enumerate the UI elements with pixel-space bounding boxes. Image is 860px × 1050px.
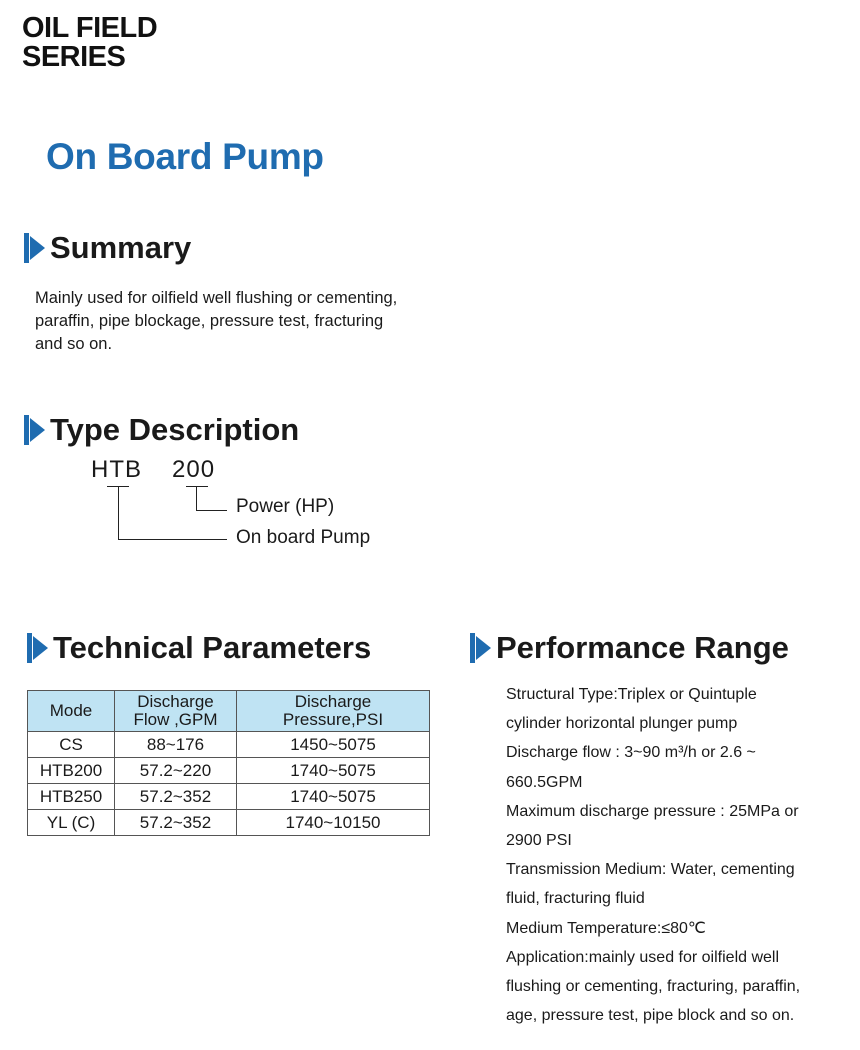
blue-triangle-arrow-icon	[24, 413, 46, 447]
blue-triangle-arrow-icon	[24, 231, 46, 265]
series-line-2: SERIES	[22, 41, 126, 73]
page-title: On Board Pump	[46, 136, 324, 177]
model-code-number: 200	[172, 456, 216, 483]
blue-triangle-arrow-icon	[27, 631, 49, 665]
technical-parameters-heading	[27, 630, 371, 666]
performance-line: fluid, fracturing fluid	[506, 890, 645, 908]
summary-line: and so on.	[35, 335, 113, 353]
type-description-heading	[24, 412, 299, 448]
summary-line: Mainly used for oilfield well flushing or cementing,	[35, 289, 398, 307]
performance-range-heading-text: Performance Range	[496, 630, 789, 665]
performance-line: 660.5GPM	[506, 773, 583, 791]
performance-line: Discharge flow : 3~90 m³/h or 2.6 ~	[506, 744, 756, 762]
table-cell-pressure: 1740~5075	[237, 784, 430, 810]
performance-line: Medium Temperature:≤80℃	[506, 919, 706, 937]
technical-parameters-heading-text: Technical Parameters	[53, 630, 372, 665]
parameters-table	[27, 690, 430, 836]
summary-line: paraffin, pipe blockage, pressure test, fracturing	[35, 312, 384, 330]
blue-triangle-arrow-icon	[470, 631, 492, 665]
table-row	[28, 758, 430, 784]
series-line-1: OIL FIELD	[22, 12, 158, 44]
series-label	[22, 14, 157, 72]
table-row	[28, 732, 430, 758]
performance-line: flushing or cementing, fracturing, paraffin,	[506, 978, 801, 996]
table-cell-pressure: 1450~5075	[237, 732, 430, 758]
column-header-flow: Discharge Flow ,GPM	[115, 691, 237, 732]
table-cell-mode: HTB250	[28, 784, 115, 810]
table-header-row	[28, 691, 430, 732]
table-row	[28, 784, 430, 810]
summary-text	[35, 287, 435, 356]
table-cell-pressure: 1740~5075	[237, 758, 430, 784]
performance-line: age, pressure test, pipe block and so on.	[506, 1007, 795, 1025]
table-cell-pressure: 1740~10150	[237, 810, 430, 836]
summary-heading	[24, 230, 191, 266]
performance-line: Application:mainly used for oilfield well	[506, 948, 780, 966]
table-cell-mode: CS	[28, 732, 115, 758]
table-cell-flow: 57.2~352	[115, 784, 237, 810]
table-row	[28, 810, 430, 836]
table-cell-flow: 88~176	[115, 732, 237, 758]
performance-range-heading	[470, 630, 789, 666]
column-header-pressure: Discharge Pressure,PSI	[237, 691, 430, 732]
table-cell-flow: 57.2~220	[115, 758, 237, 784]
pump-connector-line	[118, 487, 227, 540]
performance-line: cylinder horizontal plunger pump	[506, 715, 738, 733]
table-cell-flow: 57.2~352	[115, 810, 237, 836]
performance-line: Structural Type:Triplex or Quintuple	[506, 686, 757, 703]
performance-range-list	[506, 680, 846, 1030]
column-header-mode: Mode	[28, 691, 115, 732]
table-cell-mode: HTB200	[28, 758, 115, 784]
performance-line: Transmission Medium: Water, cementing	[506, 861, 795, 879]
performance-line: 2900 PSI	[506, 832, 572, 850]
performance-line: Maximum discharge pressure : 25MPa or	[506, 802, 799, 820]
summary-heading-text: Summary	[50, 230, 192, 265]
table-cell-mode: YL (C)	[28, 810, 115, 836]
model-code-prefix: HTB	[91, 456, 142, 483]
type-description-heading-text: Type Description	[50, 412, 300, 447]
pump-label: On board Pump	[236, 527, 371, 548]
power-label: Power (HP)	[236, 496, 335, 517]
